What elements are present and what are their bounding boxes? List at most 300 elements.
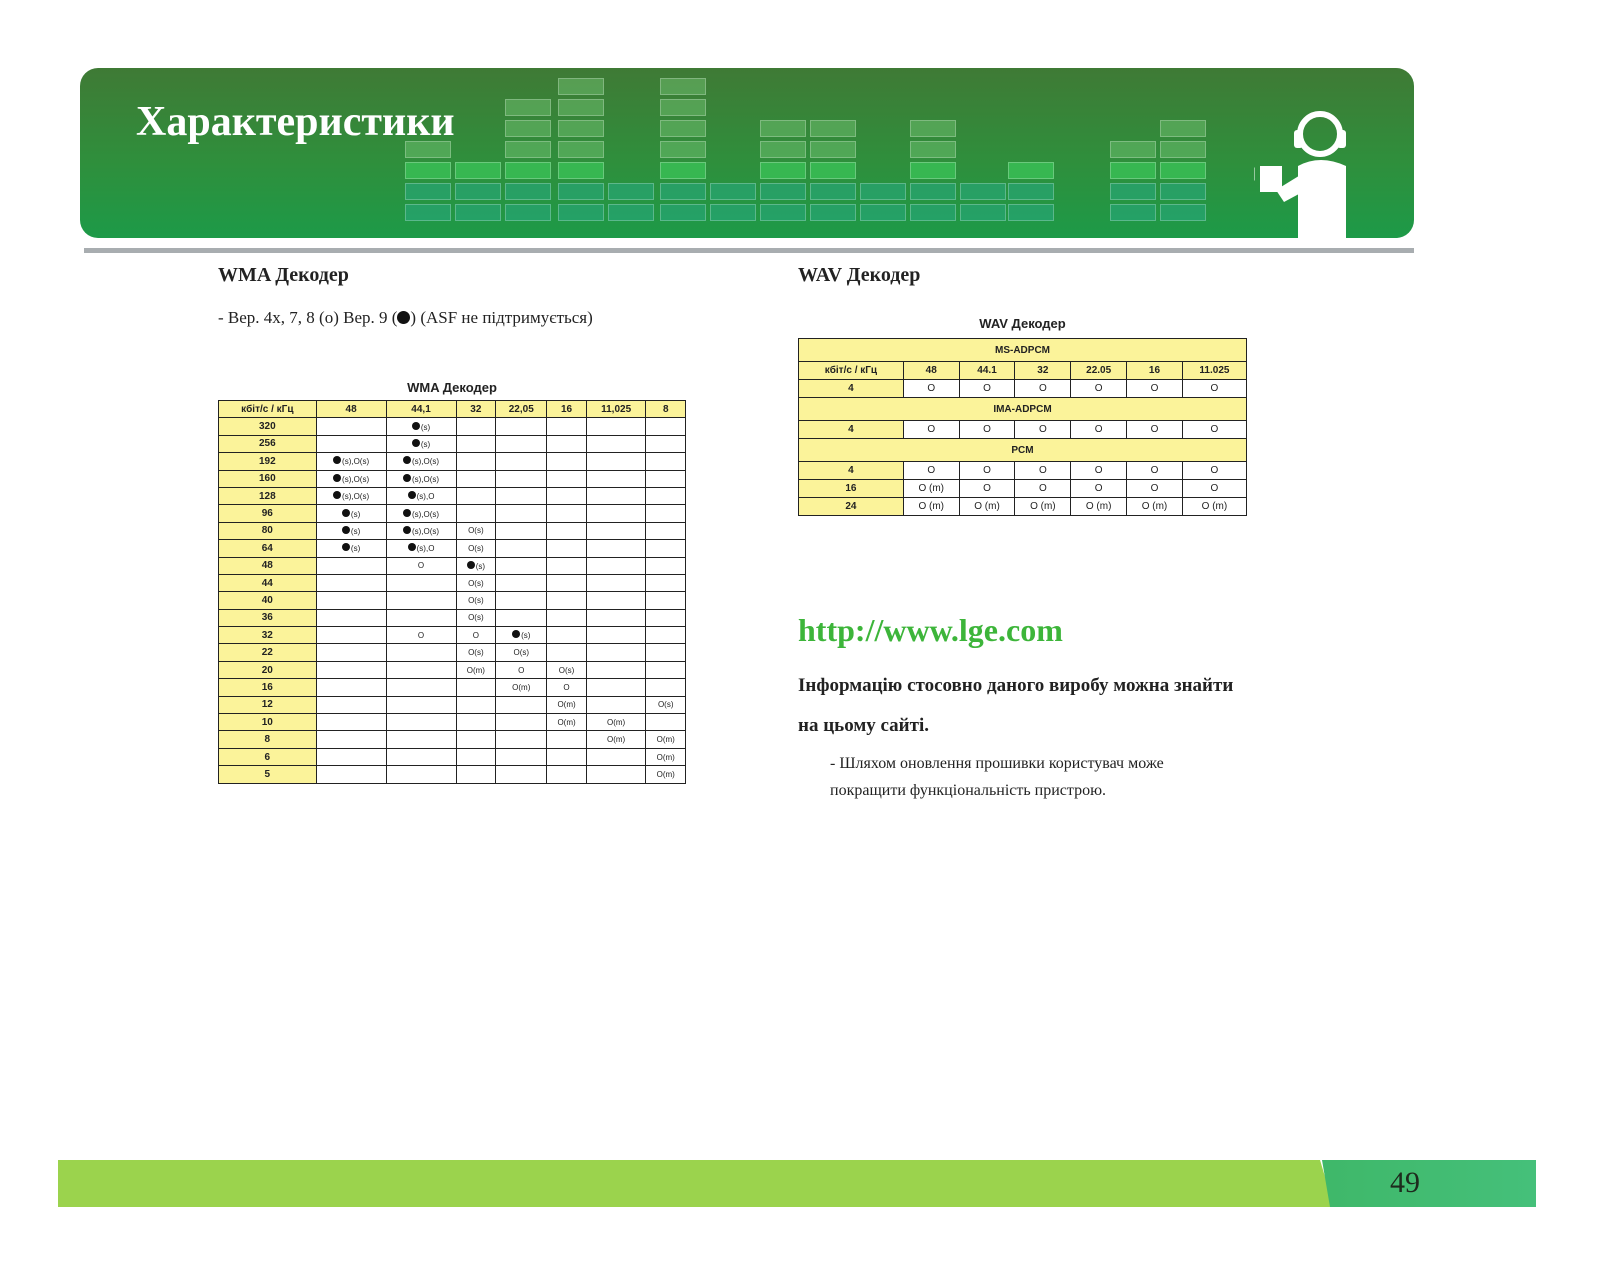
wav-table-caption: WAV Декодер (979, 316, 1066, 331)
column-header: 22,05 (496, 401, 547, 418)
equalizer-bar (760, 120, 806, 137)
table-cell (496, 418, 547, 435)
table-cell (547, 453, 587, 470)
table-row (799, 498, 1247, 516)
equalizer-bar (505, 120, 551, 137)
table-cell: O (1127, 480, 1183, 498)
table-cell: O(s) (456, 522, 496, 539)
table-cell (547, 627, 587, 644)
table-cell: O(m) (646, 766, 686, 783)
table-row (799, 380, 1247, 398)
table-cell: O (1127, 380, 1183, 398)
table-cell (316, 661, 386, 678)
table-cell (456, 679, 496, 696)
table-cell (456, 453, 496, 470)
table-cell (386, 644, 456, 661)
equalizer-bar (1008, 204, 1054, 221)
equalizer-bar (505, 204, 551, 221)
table-cell (386, 661, 456, 678)
table-cell: O (m) (903, 480, 959, 498)
table-cell: (s),O (386, 487, 456, 504)
row-header: 44 (219, 574, 317, 591)
table-row (219, 418, 686, 435)
table-cell (456, 766, 496, 783)
table-cell: O (1182, 421, 1246, 439)
row-header: 20 (219, 661, 317, 678)
table-row (219, 696, 686, 713)
wma-note-suffix: ) (ASF не підтримується) (410, 308, 593, 327)
table-cell (386, 592, 456, 609)
table-cell (646, 522, 686, 539)
table-cell (646, 487, 686, 504)
table-cell (386, 696, 456, 713)
table-cell (386, 748, 456, 765)
table-cell (316, 609, 386, 626)
column-header: кбіт/с / кГц (799, 362, 904, 380)
equalizer-bar (558, 78, 604, 95)
table-cell (316, 435, 386, 452)
table-cell (496, 748, 547, 765)
table-cell (586, 644, 646, 661)
equalizer-bar (1110, 162, 1156, 179)
column-header: 22.05 (1071, 362, 1127, 380)
equalizer-bar (760, 183, 806, 200)
table-cell: O (456, 627, 496, 644)
filled-dot-icon (333, 456, 341, 464)
row-header: 320 (219, 418, 317, 435)
table-cell (386, 714, 456, 731)
row-header: 256 (219, 435, 317, 452)
table-cell: O (1015, 480, 1071, 498)
equalizer-bar (608, 183, 654, 200)
table-cell (586, 661, 646, 678)
section-title: MS-ADPCM (799, 339, 1247, 362)
table-cell: O (903, 462, 959, 480)
section-title: PCM (799, 439, 1247, 462)
table-row (799, 480, 1247, 498)
equalizer-bar (710, 204, 756, 221)
table-cell (547, 644, 587, 661)
table-cell (316, 696, 386, 713)
column-header: 48 (316, 401, 386, 418)
section-title: IMA-ADPCM (799, 398, 1247, 421)
table-cell: O (1015, 462, 1071, 480)
filled-dot-icon (333, 491, 341, 499)
section-row (799, 339, 1247, 362)
equalizer-bar (660, 99, 706, 116)
table-cell: O(m) (547, 696, 587, 713)
wma-heading: WMA Декодер (218, 264, 349, 286)
table-cell: (s) (316, 505, 386, 522)
table-cell (386, 766, 456, 783)
table-cell (586, 470, 646, 487)
table-cell: O(s) (456, 574, 496, 591)
equalizer-bar (608, 204, 654, 221)
wav-heading: WAV Декодер (798, 264, 921, 286)
row-header: 96 (219, 505, 317, 522)
row-header: 4 (799, 421, 904, 439)
table-cell: O (m) (1015, 498, 1071, 516)
table-cell (496, 557, 547, 574)
filled-dot-icon (408, 491, 416, 499)
table-row (219, 592, 686, 609)
row-header: 4 (799, 462, 904, 480)
table-cell: O (1071, 380, 1127, 398)
table-cell: O (903, 380, 959, 398)
table-cell (316, 766, 386, 783)
equalizer-bar (660, 204, 706, 221)
table-cell: O(s) (496, 644, 547, 661)
equalizer-bar (558, 99, 604, 116)
table-cell: O (547, 679, 587, 696)
row-header: 22 (219, 644, 317, 661)
firmware-line-1: - Шляхом оновлення прошивки користувач може (830, 755, 1164, 772)
table-cell: O (386, 627, 456, 644)
equalizer-bar (558, 204, 604, 221)
table-cell (586, 696, 646, 713)
table-cell (646, 609, 686, 626)
equalizer-bar (505, 162, 551, 179)
row-header: 10 (219, 714, 317, 731)
table-cell (586, 435, 646, 452)
table-cell (316, 627, 386, 644)
section-row (799, 398, 1247, 421)
filled-dot-icon (403, 526, 411, 534)
row-header: 40 (219, 592, 317, 609)
equalizer-bar (660, 162, 706, 179)
table-cell (496, 435, 547, 452)
table-cell (646, 679, 686, 696)
table-cell (547, 522, 587, 539)
header-divider (84, 248, 1414, 253)
table-row (799, 462, 1247, 480)
website-link[interactable]: http://www.lge.com (798, 612, 1063, 648)
table-cell: O(m) (646, 731, 686, 748)
table-row (219, 540, 686, 557)
table-cell (386, 679, 456, 696)
table-row (219, 731, 686, 748)
equalizer-bar (1110, 141, 1156, 158)
table-cell: (s),O(s) (316, 453, 386, 470)
table-cell: O (1182, 380, 1246, 398)
table-cell (547, 540, 587, 557)
page-number-box (1330, 1160, 1536, 1207)
table-cell: O (1015, 421, 1071, 439)
table-cell (646, 714, 686, 731)
row-header: 8 (219, 731, 317, 748)
table-cell (646, 557, 686, 574)
filled-dot-icon (342, 526, 350, 534)
table-cell: O (959, 462, 1015, 480)
table-cell: O (m) (959, 498, 1015, 516)
table-cell (586, 574, 646, 591)
filled-dot-icon (412, 439, 420, 447)
page-number: 49 (1390, 1166, 1420, 1199)
table-cell (586, 522, 646, 539)
filled-dot-icon (403, 474, 411, 482)
firmware-line-2: покращити функціональність пристрою. (830, 782, 1107, 799)
equalizer-bar (455, 162, 501, 179)
table-cell (586, 557, 646, 574)
table-cell (586, 592, 646, 609)
table-cell: O(s) (456, 592, 496, 609)
wma-table-caption: WMA Декодер (407, 380, 497, 395)
table-row (219, 470, 686, 487)
table-cell (586, 679, 646, 696)
column-header: 11.025 (1182, 362, 1246, 380)
table-cell (496, 592, 547, 609)
table-cell (386, 731, 456, 748)
table-row (219, 766, 686, 783)
equalizer-bar (505, 183, 551, 200)
equalizer-bar (505, 99, 551, 116)
equalizer-bar (660, 78, 706, 95)
equalizer-bar (660, 120, 706, 137)
table-cell: O(m) (586, 731, 646, 748)
table-cell: O (1071, 421, 1127, 439)
table-cell (496, 522, 547, 539)
table-cell (547, 487, 587, 504)
table-cell (646, 505, 686, 522)
table-cell (496, 470, 547, 487)
column-header: 8 (646, 401, 686, 418)
table-cell (496, 487, 547, 504)
table-cell (456, 731, 496, 748)
table-cell (646, 592, 686, 609)
equalizer-bar (810, 162, 856, 179)
table-cell (646, 418, 686, 435)
table-row (219, 661, 686, 678)
filled-dot-icon (333, 474, 341, 482)
equalizer-bar (660, 183, 706, 200)
equalizer-bar (455, 183, 501, 200)
table-cell (586, 627, 646, 644)
table-cell (646, 661, 686, 678)
wma-decoder-table (218, 400, 686, 784)
table-cell (547, 557, 587, 574)
column-header: 44.1 (959, 362, 1015, 380)
table-cell (547, 766, 587, 783)
table-cell: O(m) (547, 714, 587, 731)
column-header: 16 (1127, 362, 1183, 380)
wav-decoder-table (798, 338, 1247, 516)
filled-dot-icon (408, 543, 416, 551)
table-cell (456, 714, 496, 731)
equalizer-bar (860, 204, 906, 221)
table-cell: O (1071, 462, 1127, 480)
table-cell: (s),O(s) (386, 470, 456, 487)
equalizer-bar (1160, 162, 1206, 179)
table-cell (547, 470, 587, 487)
equalizer-bar (1160, 183, 1206, 200)
equalizer-bar (558, 162, 604, 179)
table-cell: (s),O(s) (386, 505, 456, 522)
equalizer-bar (1160, 141, 1206, 158)
table-cell: O (m) (903, 498, 959, 516)
equalizer-bar (810, 204, 856, 221)
table-cell (496, 505, 547, 522)
table-cell (316, 731, 386, 748)
table-cell: (s) (316, 522, 386, 539)
page-title: Характеристики (136, 99, 455, 145)
table-cell: O (1182, 480, 1246, 498)
table-row (219, 487, 686, 504)
filled-dot-icon (403, 456, 411, 464)
row-header: 48 (219, 557, 317, 574)
equalizer-bar (1160, 120, 1206, 137)
footer-bar (58, 1160, 1320, 1207)
filled-dot-icon (342, 543, 350, 551)
table-cell (456, 470, 496, 487)
table-cell: O (1182, 462, 1246, 480)
table-cell (646, 540, 686, 557)
table-cell (316, 644, 386, 661)
table-cell (586, 766, 646, 783)
row-header: 16 (799, 480, 904, 498)
equalizer-bar (910, 204, 956, 221)
filled-dot-icon (467, 561, 475, 569)
table-cell (646, 574, 686, 591)
equalizer-bar (760, 204, 806, 221)
table-cell (456, 505, 496, 522)
table-cell (586, 505, 646, 522)
column-header: 11,025 (586, 401, 646, 418)
table-cell: (s) (386, 418, 456, 435)
equalizer-bar (1008, 162, 1054, 179)
table-row (219, 627, 686, 644)
table-cell (456, 418, 496, 435)
equalizer-bar (910, 120, 956, 137)
equalizer-bar (910, 141, 956, 158)
table-row (219, 714, 686, 731)
table-header-row (219, 401, 686, 418)
table-row (219, 609, 686, 626)
table-cell (646, 453, 686, 470)
table-cell: O (496, 661, 547, 678)
row-header: 160 (219, 470, 317, 487)
equalizer-bar (558, 183, 604, 200)
table-row (219, 748, 686, 765)
table-cell (646, 644, 686, 661)
table-cell: O(s) (456, 540, 496, 557)
table-row (219, 557, 686, 574)
equalizer-bar (405, 162, 451, 179)
filled-dot-icon (403, 509, 411, 517)
table-cell: O (1071, 480, 1127, 498)
table-cell (456, 487, 496, 504)
equalizer-bar (558, 141, 604, 158)
table-cell (586, 487, 646, 504)
equalizer-bar (710, 183, 756, 200)
equalizer-bar (455, 204, 501, 221)
table-cell (586, 453, 646, 470)
table-cell (496, 609, 547, 626)
equalizer-bar (1110, 204, 1156, 221)
table-cell: O(s) (456, 609, 496, 626)
equalizer-bar (960, 183, 1006, 200)
table-cell (316, 557, 386, 574)
table-cell: (s) (386, 435, 456, 452)
row-header: 32 (219, 627, 317, 644)
equalizer-bar (760, 141, 806, 158)
table-row (219, 453, 686, 470)
filled-dot-icon (412, 422, 420, 430)
table-cell (456, 696, 496, 713)
row-header: 12 (219, 696, 317, 713)
row-header: 4 (799, 380, 904, 398)
table-cell: (s) (456, 557, 496, 574)
section-row (799, 439, 1247, 462)
table-cell: O (903, 421, 959, 439)
column-header: 44,1 (386, 401, 456, 418)
row-header: 24 (799, 498, 904, 516)
table-cell: O (959, 480, 1015, 498)
equalizer-bar (910, 162, 956, 179)
equalizer-bar (1008, 183, 1054, 200)
table-row (219, 574, 686, 591)
table-cell: O (959, 421, 1015, 439)
equalizer-bar (860, 183, 906, 200)
table-cell: O (386, 557, 456, 574)
table-cell (547, 505, 587, 522)
table-cell (547, 609, 587, 626)
table-cell (586, 418, 646, 435)
table-cell (547, 574, 587, 591)
equalizer-bar (910, 183, 956, 200)
table-cell (547, 748, 587, 765)
equalizer-bar (505, 141, 551, 158)
row-header: 5 (219, 766, 317, 783)
row-header: 16 (219, 679, 317, 696)
headphone-person-icon (1254, 106, 1384, 238)
equalizer-bar (1160, 204, 1206, 221)
table-cell (316, 714, 386, 731)
table-cell: O(m) (646, 748, 686, 765)
table-cell (316, 748, 386, 765)
table-cell: O(m) (456, 661, 496, 678)
table-cell (646, 627, 686, 644)
table-cell (547, 592, 587, 609)
table-cell: O(s) (646, 696, 686, 713)
table-header-row (799, 362, 1247, 380)
table-cell: O (1127, 421, 1183, 439)
header-banner (80, 68, 1414, 238)
table-cell (316, 592, 386, 609)
column-header: 48 (903, 362, 959, 380)
table-cell: O(m) (496, 679, 547, 696)
table-row (219, 679, 686, 696)
table-cell: (s),O(s) (386, 522, 456, 539)
table-cell: O(s) (547, 661, 587, 678)
table-cell: O (1127, 462, 1183, 480)
table-row (219, 505, 686, 522)
table-cell (586, 609, 646, 626)
table-cell (496, 714, 547, 731)
table-cell: (s),O(s) (316, 487, 386, 504)
table-cell (386, 609, 456, 626)
table-cell: O (959, 380, 1015, 398)
table-cell (646, 435, 686, 452)
table-cell: (s),O(s) (386, 453, 456, 470)
filled-dot-icon (397, 311, 410, 324)
table-cell: O (1015, 380, 1071, 398)
column-header: 16 (547, 401, 587, 418)
table-cell: (s),O (386, 540, 456, 557)
table-cell (496, 696, 547, 713)
equalizer-bar (660, 141, 706, 158)
table-cell (547, 731, 587, 748)
table-cell (547, 418, 587, 435)
